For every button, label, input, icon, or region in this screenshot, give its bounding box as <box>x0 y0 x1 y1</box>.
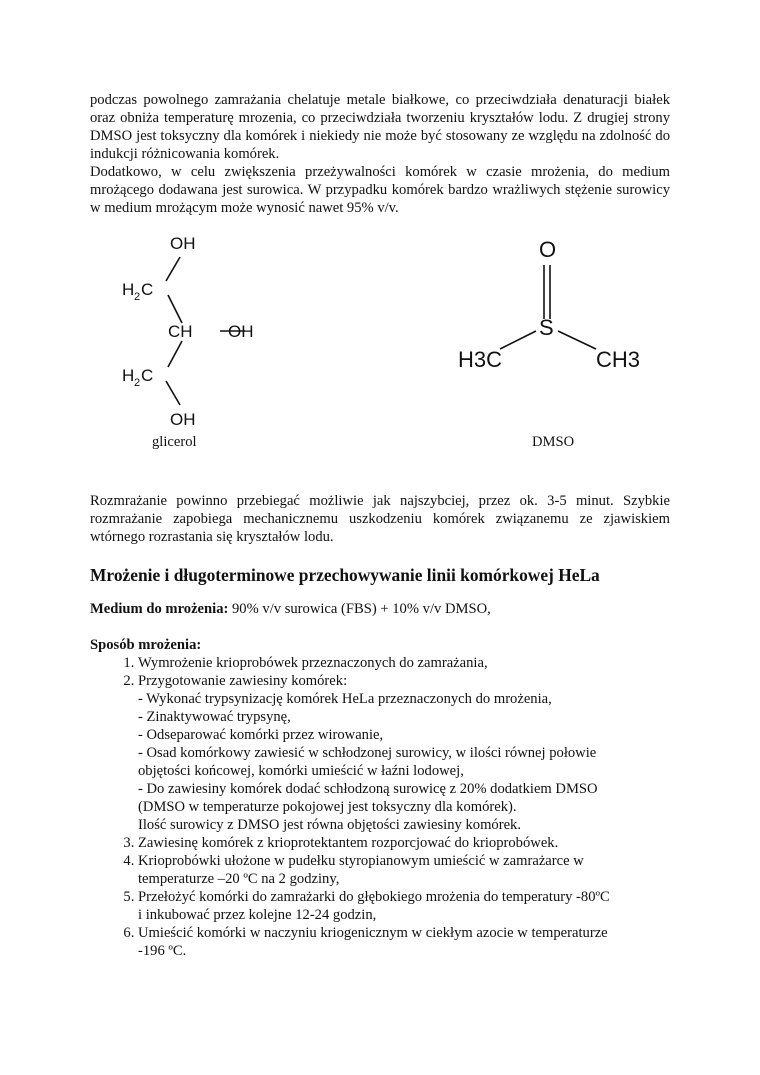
medium-label: Medium do mrożenia: <box>90 601 229 617</box>
step-2: 2. Przygotowanie zawiesiny komórek: - Wykonać trypsynizację komórek HeLa przeznaczonych do mrożenia, - Zinaktywować trypsynę, - Odseparować komórki przez wirowanie, - Osad komórkowy zawiesić w schłodzonej surowicy, w ilości równej połowie objętości końcowej, komórki umieścić w łaźni lodowej, - Do zawiesiny komórek dodać schłodzoną surowicę z 20% dodatkiem DMSO (DMSO w temperaturze pokojowej jest toksyczny dla komórek). Ilość surowicy z DMSO jest równa objętości zawiesiny komórek. <box>138 672 670 834</box>
glycerol-sub-bot: 2 <box>134 377 141 389</box>
glycerol-oh-bot: OH <box>170 410 196 429</box>
dmso-s: S <box>539 315 554 340</box>
method-title: Sposób mrożenia: <box>90 637 202 653</box>
medium-value: 90% v/v surowica (FBS) + 10% v/v DMSO, <box>228 601 491 617</box>
step-2-sub-8: Ilość surowicy z DMSO jest równa objętości zawiesiny komórek. <box>138 817 522 833</box>
document-page <box>90 91 670 960</box>
dmso-o: O <box>539 237 557 262</box>
step-2-sub-7: (DMSO w temperaturze pokojowej jest toksyczny dla komórek). <box>138 799 517 815</box>
step-2-sub-1: - Wykonać trypsynizację komórek HeLa przeznaczonych do mrożenia, <box>138 691 552 707</box>
chemical-structures <box>90 217 670 492</box>
thawing-paragraph: Rozmrażanie powinno przebiegać możliwie jak najszybciej, przez ok. 3-5 minut. Szybkie rozmrażanie zapobiega mechanicznemu uszkodzeniu komórek związanemu ze zjawiskiem wtórnego rozrastania się kryształów lodu. <box>90 493 670 545</box>
step-4: 4. Krioprobówki ułożone w pudełku styropianowym umieścić w zamrażarce w temperaturze –20 ºC na 2 godziny, <box>138 852 670 888</box>
step-2-sub-3: - Odseparować komórki przez wirowanie, <box>138 727 384 743</box>
step-2-sub-2: - Zinaktywować trypsynę, <box>138 709 291 725</box>
dmso-structure <box>450 227 650 377</box>
dmso-h3c: H3C <box>458 347 503 372</box>
glycerol-caption: glicerol <box>152 434 197 450</box>
step-1: 1. Wymrożenie krioprobówek przeznaczonych do zamrażania, <box>138 654 670 672</box>
step-2-sub-5: objętości końcowej, komórki umieścić w łaźni lodowej, <box>138 763 464 779</box>
method-steps <box>90 654 670 960</box>
step-2-sub-4: - Osad komórkowy zawiesić w schłodzonej surowicy, w ilości równej połowie <box>138 745 597 761</box>
dmso-caption: DMSO <box>532 434 575 450</box>
intro-paragraph-1: podczas powolnego zamrażania chelatuje metale białkowe, co przeciwdziała denaturacji białek oraz obniża temperaturę mrozenia, co przeciwdziała tworzeniu kryształów lodu. Z drugiej strony DMSO jest toksyczny dla komórek i niekiedy nie może być stosowany ze względu na zdolność do indukcji różnicowania komórek. <box>90 92 670 162</box>
step-6: 6. Umieścić komórki w naczyniu kriogenicznym w ciekłym azocie w temperaturze -196 ºC. <box>138 924 670 960</box>
glycerol-h-top: H <box>122 280 135 299</box>
intro-paragraph-2: Dodatkowo, w celu zwiększenia przeżywalności komórek w czasie mrożenia, do medium mrożącego dodawana jest surowica. W przypadku komórek bardzo wrażliwych stężenie surowicy w medium mrożącym może wynosić nawet 95% v/v. <box>90 164 670 216</box>
glycerol-structure <box>110 229 270 429</box>
glycerol-ch: CH <box>168 322 193 341</box>
glycerol-oh-mid: OH <box>228 322 254 341</box>
glycerol-h-bot: H <box>122 366 135 385</box>
glycerol-c-bot: C <box>141 366 154 385</box>
step-3: 3. Zawiesinę komórek z krioprotektantem rozporcjować do krioprobówek. <box>138 834 670 852</box>
glycerol-sub-top: 2 <box>134 291 141 303</box>
step-5: 5. Przełożyć komórki do zamrażarki do głębokiego mrożenia do temperatury -80ºC i inkubować przez kolejne 12-24 godzin, <box>138 888 670 924</box>
section-title: Mrożenie i długoterminowe przechowywanie linii komórkowej HeLa <box>90 565 600 585</box>
step-2-sub-6: - Do zawiesiny komórek dodać schłodzoną surowicę z 20% dodatkiem DMSO <box>138 781 598 797</box>
glycerol-oh-top: OH <box>170 234 196 253</box>
medium-line <box>90 600 670 618</box>
glycerol-c-top: C <box>141 280 154 299</box>
dmso-ch3: CH3 <box>596 347 641 372</box>
